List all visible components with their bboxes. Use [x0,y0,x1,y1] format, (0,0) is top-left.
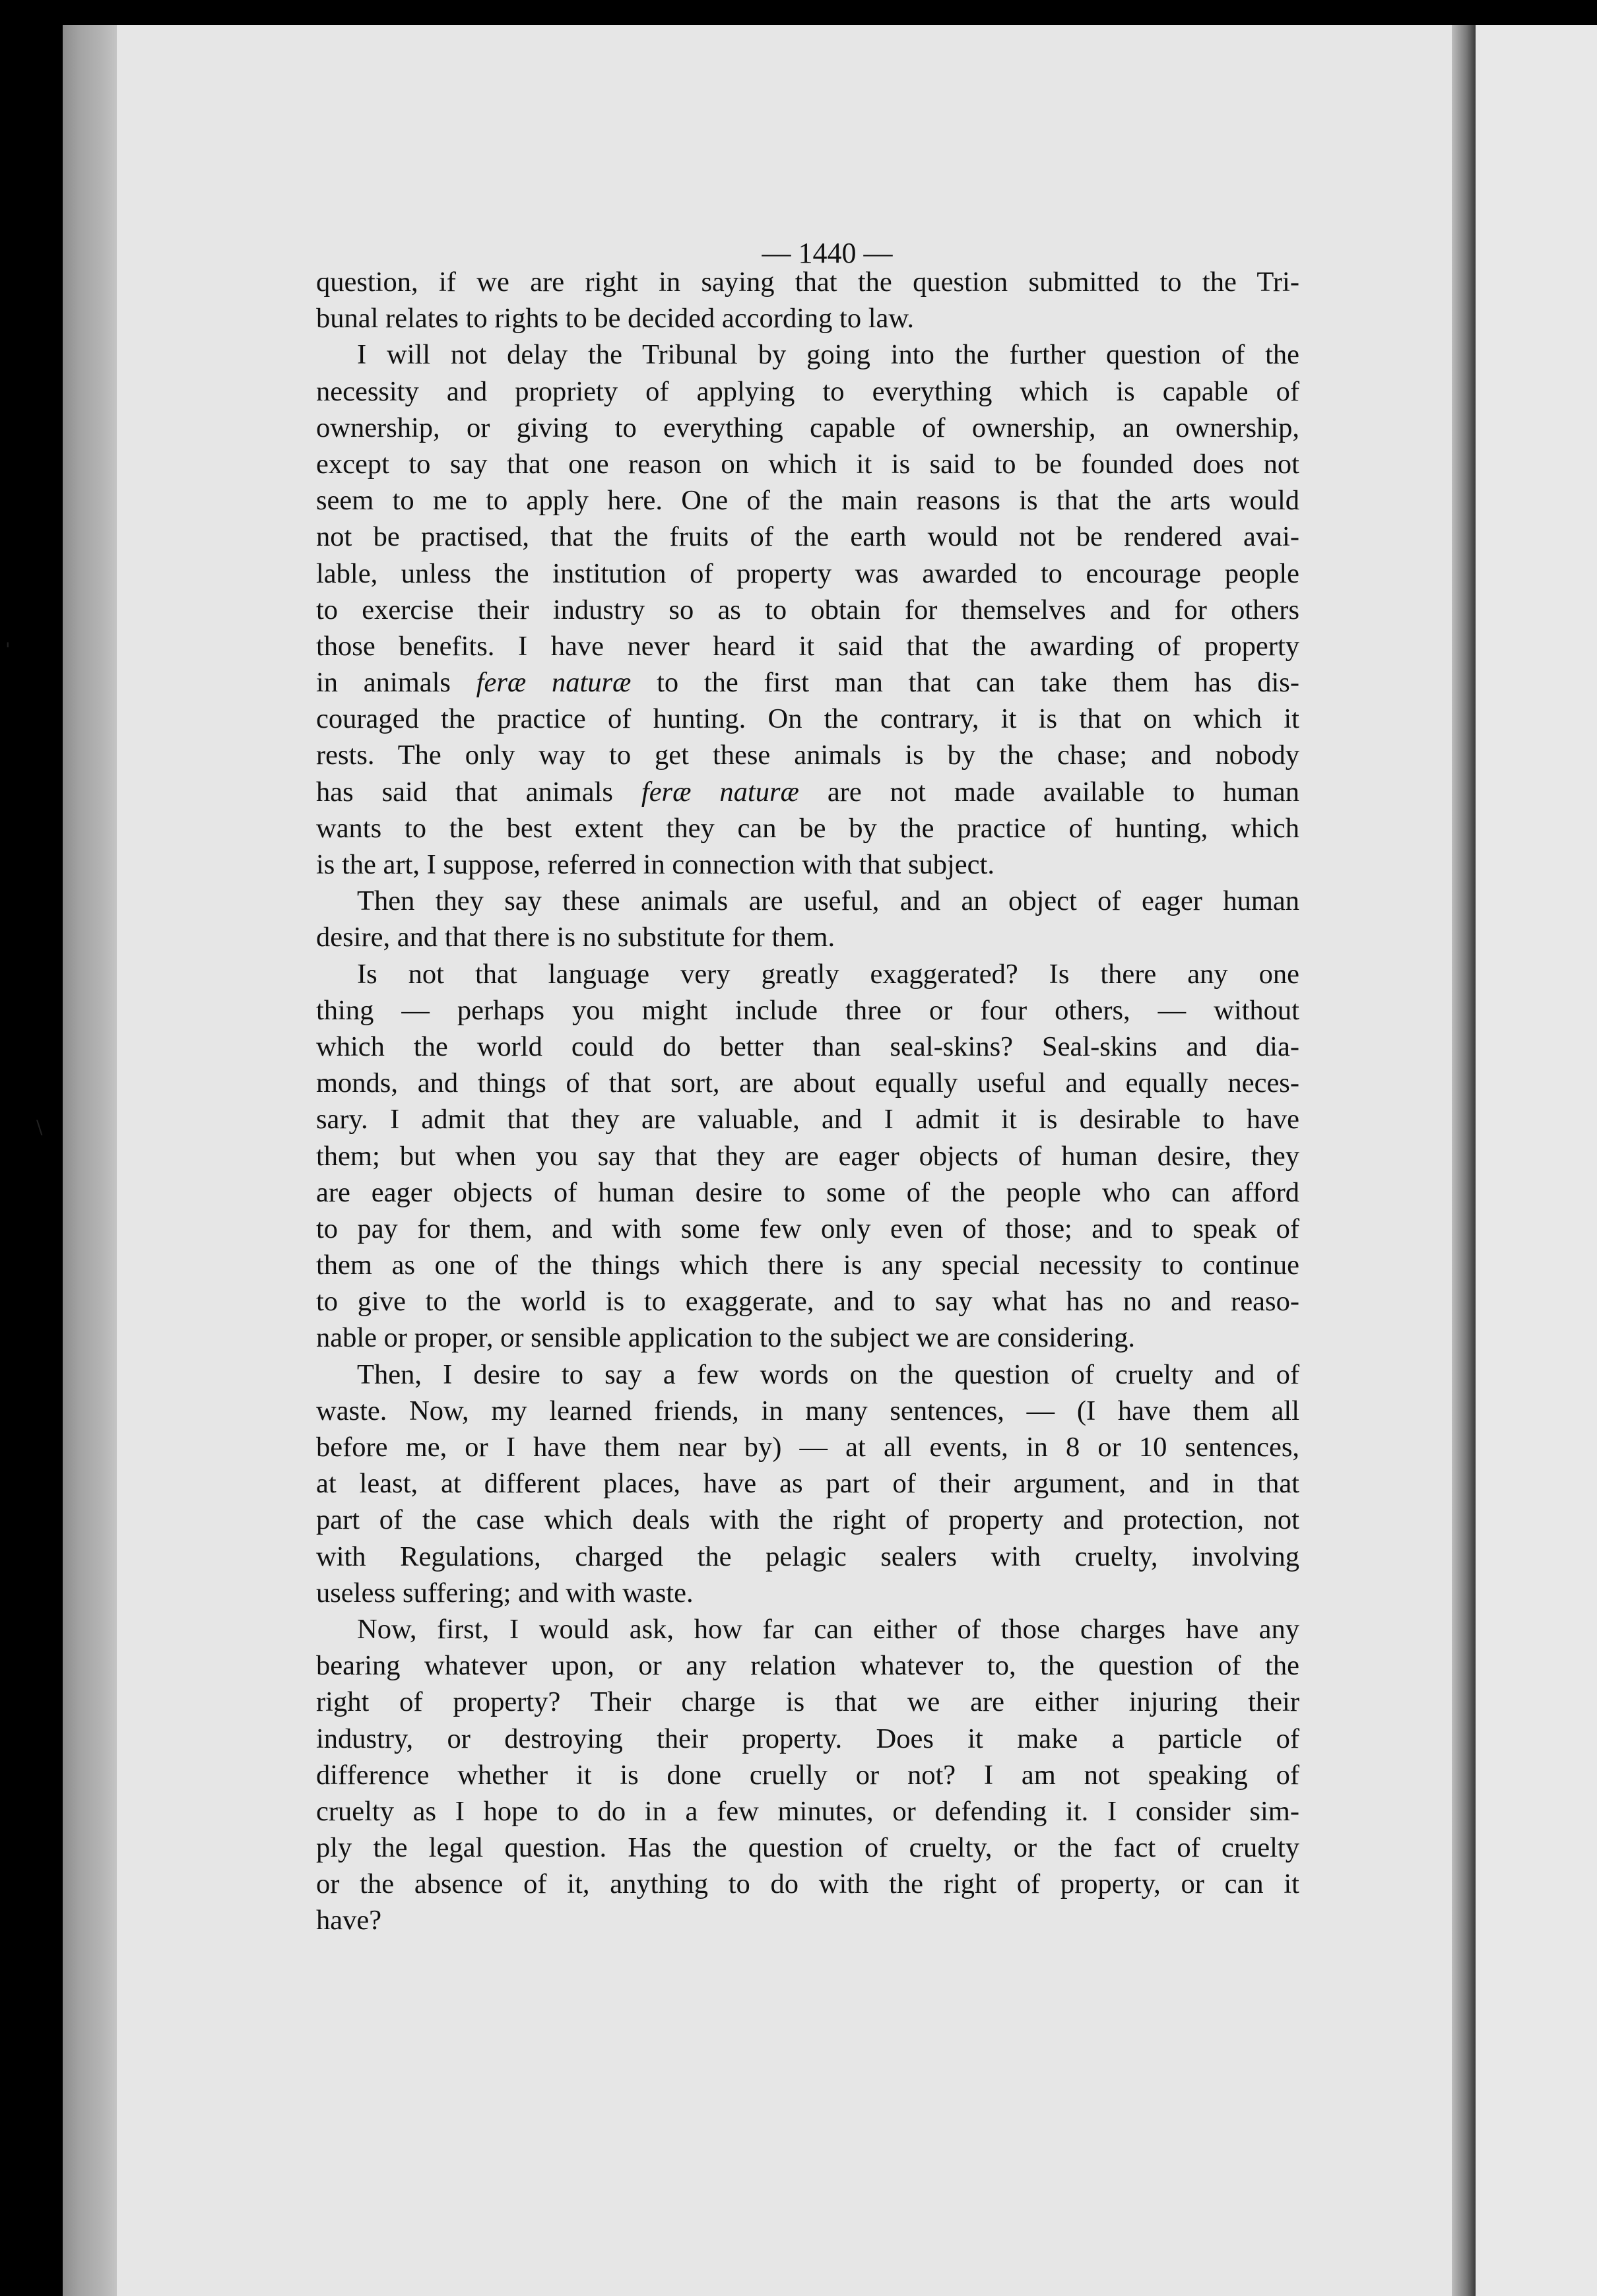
text-line: couraged the practice of hunting. On the contrary, it is that on which it [316,703,1299,735]
text-line: those benefits. I have never heard it said that the awarding of property [316,630,1299,662]
text-line: with Regulations, charged the pelagic sealers with cruelty, involving [316,1541,1299,1572]
paragraph [316,1611,1299,1939]
text-line: Then they say these animals are useful, and an object of eager human [357,885,1299,917]
text-line: seem to me to apply here. One of the main reasons is that the arts would [316,485,1299,517]
text-line: have? [316,1905,382,1936]
text-line: question, if we are right in saying that the question submitted to the Tri- [316,267,1299,298]
page-number: — 1440 — [762,237,893,269]
text-line: nable or proper, or sensible application to the subject we are considering. [316,1322,1136,1354]
text-line: cruelty as I hope to do in a few minutes, or defending it. I consider sim- [316,1795,1299,1827]
text-line: or the absence of it, anything to do with the right of property, or can it [316,1868,1299,1900]
text-line: is the art, I suppose, referred in connection with that subject. [316,849,994,880]
text-line: sary. I admit that they are valuable, and I admit it is desirable to have [316,1104,1299,1135]
text-line: monds, and things of that sort, are about equally useful and equally neces- [316,1068,1299,1099]
text-line: difference whether it is done cruelly or not? I am not speaking of [316,1759,1299,1791]
text-line: are eager objects of human desire to some of the people who can afford [316,1176,1299,1208]
text-line: at least, at different places, have as part of their argument, and in that [316,1468,1299,1500]
text-line: in animals feræ naturæ to the first man that can take them has dis- [316,667,1299,699]
text-line: except to say that one reason on which it is said to be founded does not [316,448,1299,480]
text-line: to pay for them, and with some few only even of those; and to speak of [316,1213,1299,1244]
paragraph [316,264,1299,336]
text-line: which the world could do better than seal-skins? Seal-skins and dia- [316,1031,1299,1062]
text-line: before me, or I have them near by) — at all events, in 8 or 10 sentences, [316,1432,1299,1463]
text-line: Now, first, I would ask, how far can either of those charges have any [357,1613,1299,1645]
text-line: them as one of the things which there is any special necessity to continue [316,1250,1299,1281]
body-text [316,264,1299,1939]
left-page-edge [63,25,117,2296]
text-line: bunal relates to rights to be decided according to law. [316,303,914,335]
text-line: lable, unless the institution of property was awarded to encourage people [316,558,1299,589]
text-line: to give to the world is to exaggerate, and to say what has no and reaso- [316,1286,1299,1318]
text-line: useless suffering; and with waste. [316,1577,694,1609]
latin-phrase: feræ naturæ [476,667,632,699]
latin-phrase: feræ naturæ [641,776,799,808]
text-line: thing — perhaps you might include three or four others, — without [316,994,1299,1026]
text-line: wants to the best extent they can be by the practice of hunting, which [316,812,1299,844]
text-line: I will not delay the Tribunal by going into the further question of the [357,339,1299,371]
text-line: necessity and propriety of applying to everything which is capable of [316,375,1299,407]
paragraph [316,883,1299,955]
paragraph [316,1356,1299,1611]
paragraph [316,336,1299,883]
text-line: them; but when you say that they are eager objects of human desire, they [316,1140,1299,1172]
paragraph [316,956,1299,1356]
margin-mark: \ [36,1116,43,1138]
text-line: part of the case which deals with the right of property and protection, not [316,1504,1299,1536]
book-gutter [1452,25,1476,2296]
text-line: right of property? Their charge is that we are either injuring their [316,1686,1299,1718]
facing-page-edge [1476,25,1597,2296]
text-line: waste. Now, my learned friends, in many sentences, — (I have them all [316,1395,1299,1426]
text-line: bearing whatever upon, or any relation whatever to, the question of the [316,1650,1299,1682]
margin-mark: ' [5,639,11,660]
text-line: Is not that language very greatly exaggerated? Is there any one [357,958,1299,990]
text-line: Then, I desire to say a few words on the question of cruelty and of [357,1358,1299,1390]
text-line: industry, or destroying their property. Does it make a particle of [316,1723,1299,1754]
text-line: rests. The only way to get these animals is by the chase; and nobody [316,740,1299,771]
text-line: ply the legal question. Has the question of cruelty, or the fact of cruelty [316,1832,1299,1864]
text-line: to exercise their industry so as to obtain for themselves and for others [316,594,1299,625]
text-line: has said that animals feræ naturæ are not made available to human [316,776,1299,808]
text-line: desire, and that there is no substitute for them. [316,922,835,953]
text-line: not be practised, that the fruits of the earth would not be rendered avai- [316,521,1299,553]
text-line: ownership, or giving to everything capable of ownership, an ownership, [316,412,1299,443]
